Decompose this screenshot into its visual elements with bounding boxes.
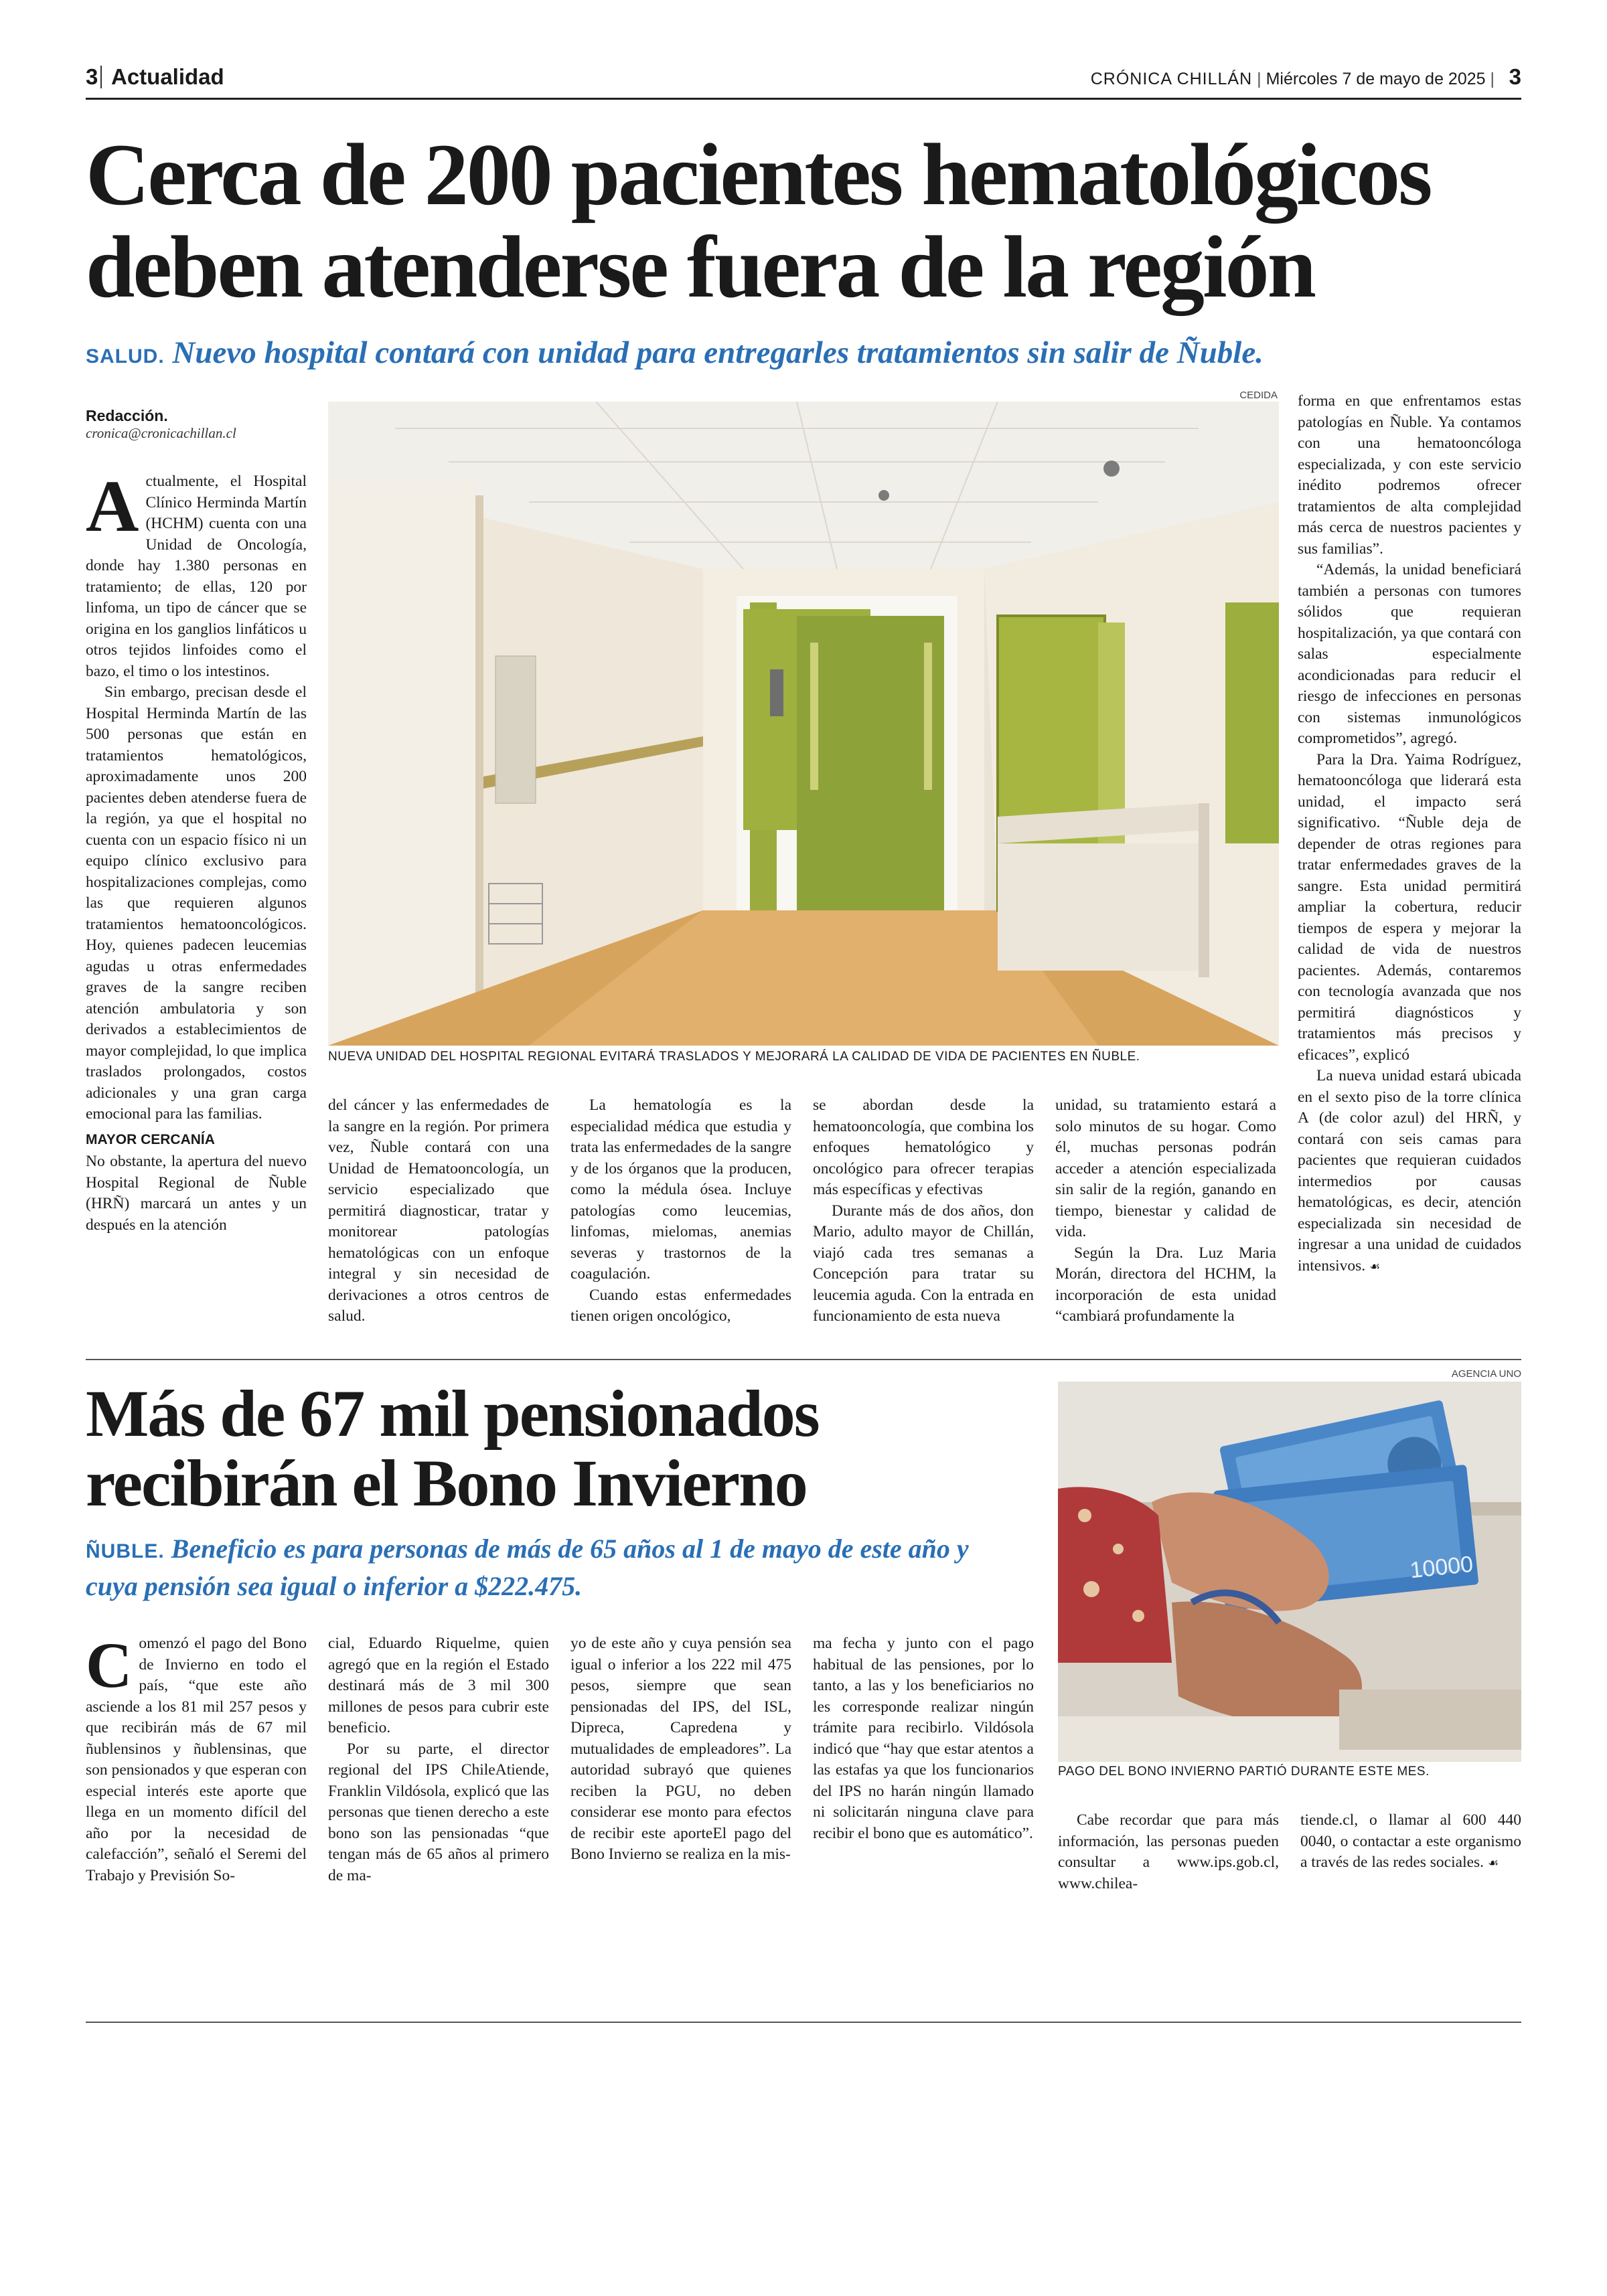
article1-col4-para2: Durante más de dos años, don Mario, adulto mayor de Chillán, viajó cada tres semanas a Concepción para tratar su leucemia aguda. Con la entrada en funcionamiento de esta nueva [813,1202,1034,1325]
article1-column3 [570,1095,791,1327]
article1-byline: Redacción. [86,407,168,424]
article2-title-line1: Más de 67 mil pensionados [86,1376,819,1451]
article1-email[interactable]: cronica@cronicachillan.cl [86,425,236,441]
article2-col5-para1: Cabe recordar que para más información, las personas pueden consultar a www.ips.gob.cl, www.chilea- [1058,1811,1279,1892]
article2-col2-para2: Por su parte, el director regional del IPS ChileAtiende, Franklin Vildósola, explicó que las personas que tienen derecho a este bono son las pensionadas “que tengan más de 65 años al primero de ma- [328,1740,549,1884]
banknotes-image [1058,1382,1521,1762]
article2-title-line2: recibirán el Bono Invierno [86,1446,807,1520]
article2-column5 [1058,1810,1279,1894]
page-header-info: CRÓNICA CHILLÁN | Miércoles 7 de mayo de 2025 | [1090,70,1495,88]
article2-photo-caption: PAGO DEL BONO INVIERNO PARTIÓ DURANTE ESTE MES. [1058,1765,1430,1779]
article1-col3-para1: La hematología es la especialidad médica que estudia y trata las enfermedades de la sangre y de los órganos que la producen, como la médula ósea. Incluye patologías como leucemias, linfomas, mielomas, anemias severas y trastornos de la coagulación. [570,1096,791,1283]
header-divider [100,66,102,88]
issue-date: Miércoles 7 de mayo de 2025 [1266,70,1486,88]
article-separator [86,1359,1521,1360]
article2-col6-para1: tiende.cl, o llamar al 600 440 0040, o contactar a este organismo a través de las redes sociales. ☙ [1300,1811,1521,1871]
article2-dropcap: C [86,1629,133,1701]
page-number-left: 3 [86,64,98,89]
banknote-value-label: 10000 [1408,1551,1474,1584]
article1-column4 [813,1095,1034,1327]
article2-photo [1058,1382,1521,1762]
article2-column1 [86,1629,307,1886]
article2-col3-para1: yo de este año y cuya pensión sea igual o inferior a los 222 mil 475 pesos, siempre que sean pensionadas del IPS, del ISL, Dipreca, Capredena y mutualidades de empleadores”. La autoridad subrayó que quienes reciben la PGU, no deben considerar ese monto para efectos de recibir este aporteEl pago del Bono Invierno se realiza en la mis- [570,1635,791,1863]
article1-col3-para2: Cuando estas enfermedades tienen origen oncológico, [570,1286,791,1325]
article1-col1-para2: Sin embargo, precisan desde el Hospital Herminda Martín de las 500 personas que están en tratamientos hematológicos, aproximadamente unos 200 pacientes deben atenderse fuera de la región, ya que el hospital no cuenta con un espacio físico ni un equipo clínico exclusivo para hospitalizaciones complejas, como las que requieren algunos tratamientos hematooncológicos. Hoy, quienes padecen leucemias agudas u otras enfermedades graves de la sangre reciben atención ambulatoria y son derivados a establecimientos de mayor complejidad, lo que implica traslados prolongados, costos adicionales y una gran carga emocional para las familias. [86,683,307,1123]
article2-kicker: ÑUBLE. [86,1540,165,1562]
article1-col6-para4: La nueva unidad estará ubicada en el sexto piso de la torre clínica A (de color azul) del HRÑ, y contará con seis camas para pacientes que requieran cuidados intermedios por causas hematológicas, es decir, atención especializada sin necesidad de ingresar a una unidad de cuidados intensivos. ☙ [1298,1067,1521,1275]
article1-col6-para2: “Además, la unidad beneficiará también a personas con tumores sólidos que requieran hospitalización, ya que contará con salas especialmente acondicionadas para reducir el riesgo de infecciones en personas con sistemas inmunológicos comprometidos”, agregó. [1298,561,1521,747]
article1-dropcap: A [86,465,139,547]
article1-column1 [86,465,307,1236]
hospital-corridor-image [328,402,1279,1046]
article1-byline-block [86,407,307,442]
page-number-right: 3 [1509,64,1521,89]
header-rule [86,98,1521,100]
article1-subhead: MAYOR CERCANÍA [86,1131,215,1147]
article1-kicker: SALUD. [86,345,165,367]
article1-photo-caption: NUEVA UNIDAD DEL HOSPITAL REGIONAL EVITARÁ TRASLADOS Y MEJORARÁ LA CALIDAD DE VIDA DE PACIENTES EN ÑUBLE. [328,1050,1140,1064]
article2-column4 [813,1633,1034,1844]
bottom-rule [86,2022,1521,2023]
article1-photo [328,402,1279,1046]
article1-column5 [1055,1095,1276,1327]
article1-title-line1: Cerca de 200 pacientes hematológicos [86,125,1431,224]
article1-deck: Nuevo hospital contará con unidad para entregarles tratamientos sin salir de Ñuble. [172,335,1264,370]
article1-photo-credit: CEDIDA [1239,390,1278,401]
article2-col2-para1: cial, Eduardo Riquelme, quien agregó que en la región el Estado destinará más de 3 mil 300 millones de pesos para cubrir este beneficio. [328,1635,549,1736]
article2-subheading [86,1532,1023,1604]
end-mark-icon: ☙ [1487,1856,1499,1870]
section-label: Actualidad [111,64,224,89]
article1-column6 [1298,391,1521,1277]
article2-col1-para1: Comenzó el pago del Bono de Invierno en todo el país, “que este año asciende a los 81 mil 257 pesos y que recibirán más de 67 mil ñublensinos y ñublensinas, que son pensionados y que esperan con especial interés este aporte que llega en un momento difícil del año por la necesidad de calefacción”, señaló el Seremi del Trabajo y Previsión So- [86,1629,307,1884]
article1-column2 [328,1095,549,1327]
article1-title-line2: deben atenderse fuera de la región [86,218,1315,316]
article2-column3 [570,1633,791,1866]
article2-col4-para1: ma fecha y junto con el pago habitual de las pensiones, por lo tanto, a las y los beneficiarios no les corresponde realizar ningún trámite para recibirlo. Vildósola indicó que “hay que estar atentos a las estafas ya que los funcionarios del IPS no harán ningún llamado ni solicitarán ninguna clave para recibir el bono que es automático”. [813,1635,1034,1842]
end-mark-icon: ☙ [1369,1259,1381,1274]
article1-col5-para1: unidad, su tratamiento estará a solo minutos de su hogar. Como él, muchas personas podrán acceder a atención especializada sin salir de la región, ganando en tiempo, bienestar y calidad de vida. [1055,1096,1276,1240]
article2-photo-credit: AGENCIA UNO [1451,1368,1521,1380]
article1-col5-para2: Según la Dra. Luz Maria Morán, directora del HCHM, la incorporación de esta unidad “cambiará profundamente la [1055,1244,1276,1325]
article1-subheading [86,335,1532,371]
article2-headline [86,1376,1037,1520]
article2-deck: Beneficio es para personas de más de 65 años al 1 de mayo de este año y cuya pensión sea igual o inferior a $222.475. [86,1534,969,1601]
article1-col1-para1: Actualmente, el Hospital Clínico Herminda Martín (HCHM) cuenta con una Unidad de Oncología, donde hay 1.380 personas en tratamiento; de ellas, 120 por linfoma, un tipo de cáncer que se origina en los ganglios linfáticos u otros tejidos linfoides como el bazo, el timo o los intestinos. [86,465,307,680]
article1-col6-para3: Para la Dra. Yaima Rodríguez, hematooncóloga que liderará esta unidad, el impacto será significativo. “Ñuble deja de depender de otras regiones para tratar enfermedades graves de la sangre. Esta unidad permitirá ampliar la cobertura, reducir tiempos de espera y mejorar la calidad de vida de nuestros pacientes. Además, contaremos con tecnología avanzada que nos permitirá diagnósticos y tratamientos más precisos y eficaces”, explicó [1298,750,1521,1064]
article1-col6-para1: forma en que enfrentamos estas patologías en Ñuble. Ya contamos con una hematooncóloga especializada, y con este servicio inédito podremos ofrecer tratamientos de alta complejidad más cerca de nuestros pacientes y sus familias”. [1298,392,1521,558]
article1-col4-para1: se abordan desde la hematooncología, que combina los enfoques hematológico y oncológico para ofrecer terapias más específicas y efectivas [813,1096,1034,1198]
article2-column2 [328,1633,549,1886]
article1-col1-para3: No obstante, la apertura del nuevo Hospital Regional de Ñuble (HRÑ) marcará un antes y un después en la atención [86,1153,307,1234]
article2-column6 [1300,1810,1521,1874]
newspaper-name: CRÓNICA CHILLÁN [1090,70,1253,88]
article1-col2-para1: del cáncer y las enfermedades de la sangre en la región. Por primera vez, Ñuble contará con una Unidad de Hematooncología, un servicio especializado que permitirá diagnosticar, tratar y monitorear patologías hematológicas con un enfoque integral y sin necesidad de derivaciones a otros centros de salud. [328,1096,549,1325]
article1-headline [86,125,1532,316]
